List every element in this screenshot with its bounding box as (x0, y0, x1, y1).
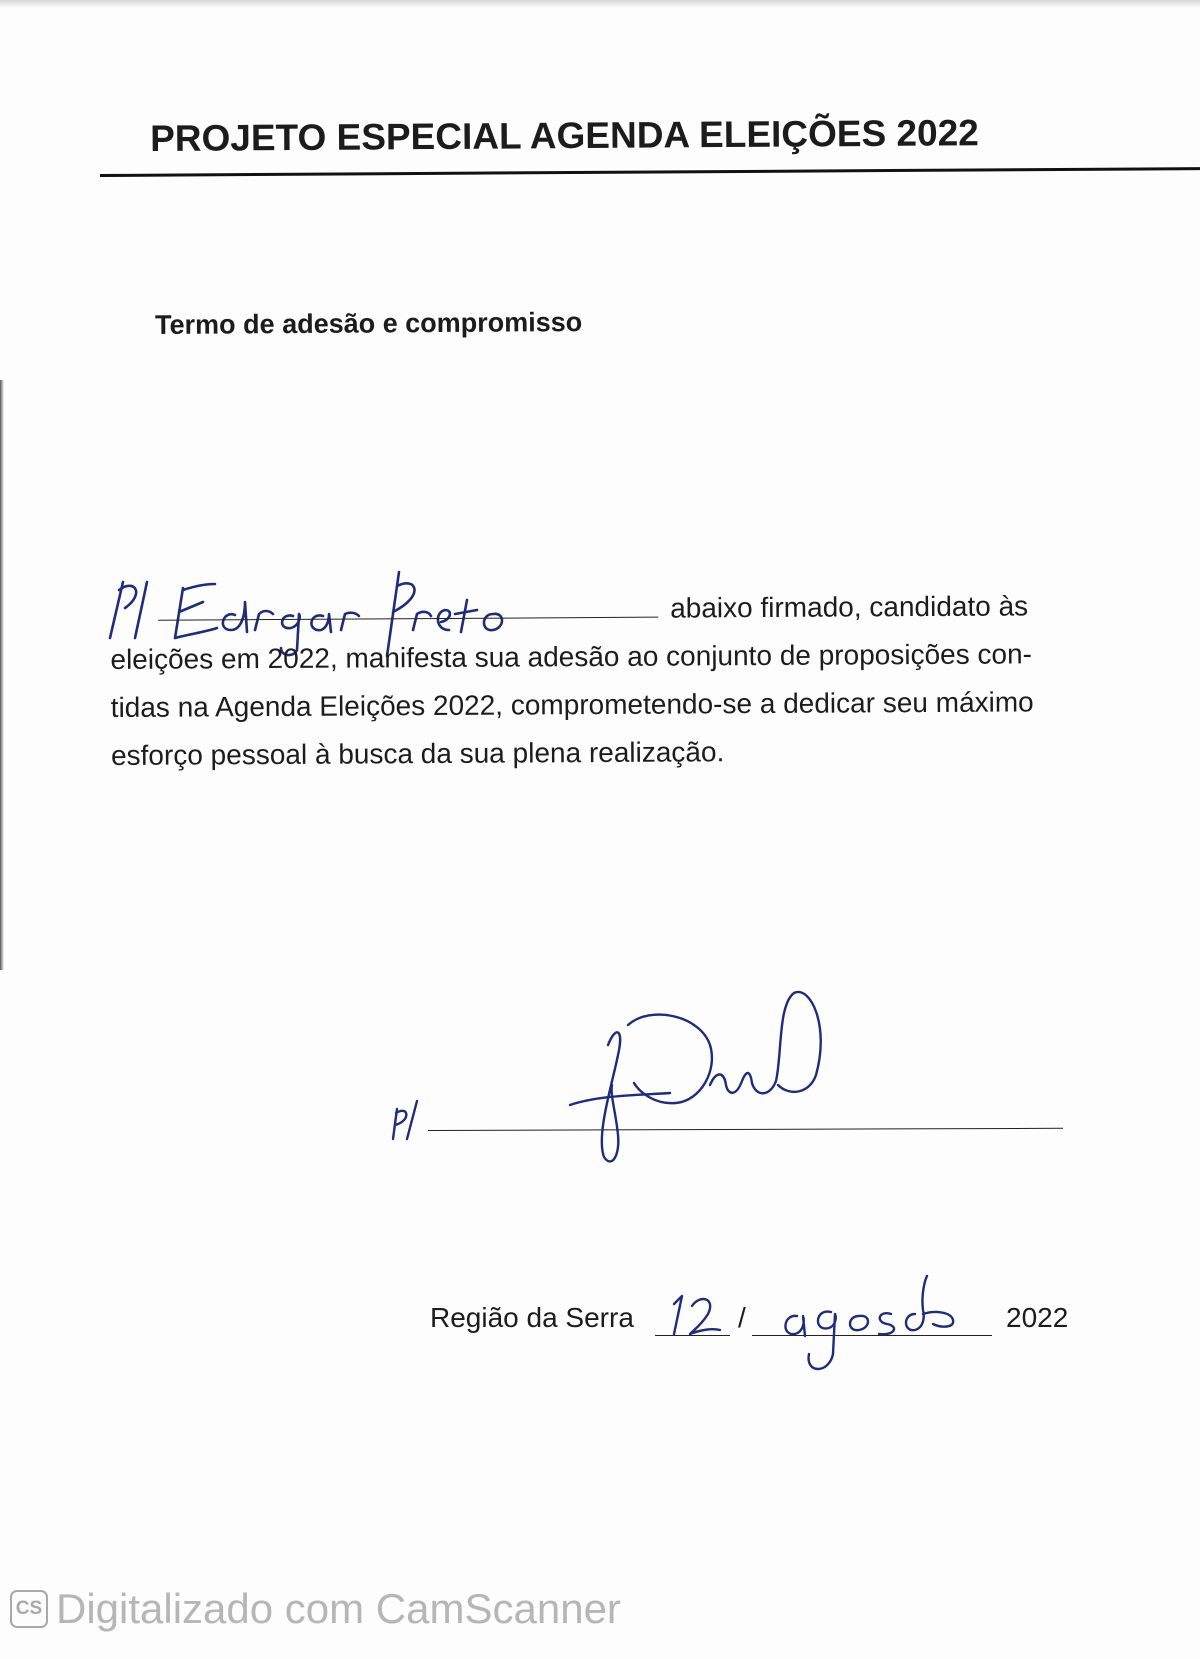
place-label: Região da Serra (430, 1302, 634, 1333)
handwritten-date-day (660, 1290, 730, 1340)
signature-prefix-handwriting (385, 1095, 435, 1145)
document-subtitle: Termo de adesão e compromisso (155, 307, 583, 340)
title-underline (100, 167, 1200, 177)
candidate-name-blank (158, 587, 658, 621)
scan-left-edge (0, 380, 4, 970)
paragraph-line-4: esforço pessoal à busca da sua plena realização. (110, 736, 725, 771)
watermark-text: Digitalizado com CamScanner (56, 1585, 621, 1632)
camscanner-logo: CS (10, 1590, 48, 1628)
paragraph-line-2: eleições em 2022, manifesta sua adesão ao conjunto de proposições con- (110, 638, 1032, 675)
handwritten-date-month (775, 1270, 975, 1380)
date-year: 2022 (1006, 1302, 1069, 1333)
date-separator: / (738, 1302, 746, 1333)
candidate-signature (560, 985, 860, 1170)
body-text-line-1: abaixo firmado, candidato às (670, 590, 1029, 624)
commitment-paragraph (110, 582, 1071, 780)
scan-top-shadow (0, 0, 1200, 8)
paragraph-line-3: tidas na Agenda Eleições 2022, comprometendo-se a dedicar seu máximo (110, 686, 1034, 723)
document-title: PROJETO ESPECIAL AGENDA ELEIÇÕES 2022 (150, 112, 979, 159)
camscanner-watermark (10, 1585, 621, 1633)
paragraph-line-1 (110, 582, 1070, 636)
